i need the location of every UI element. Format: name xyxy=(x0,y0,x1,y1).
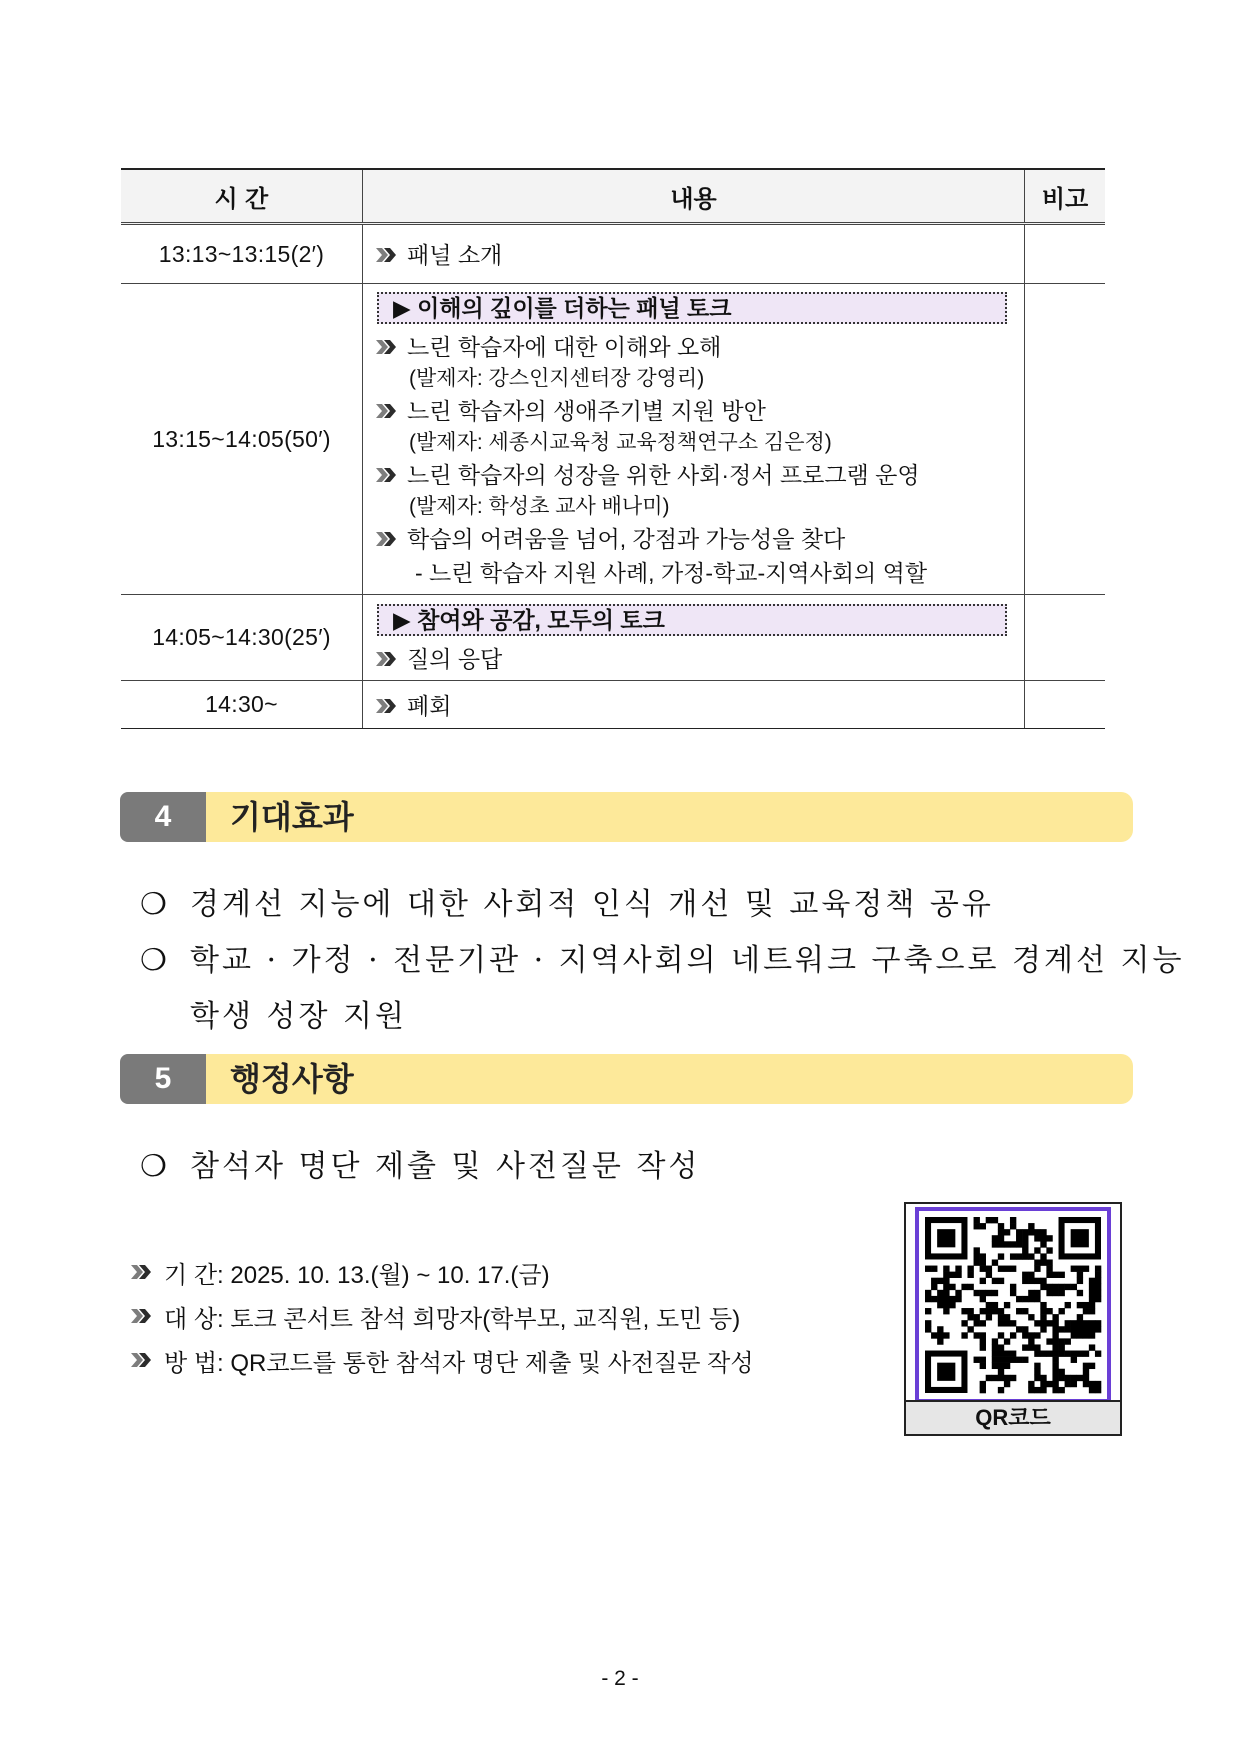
section-number: 5 xyxy=(120,1054,206,1104)
bullet-item xyxy=(140,935,1184,979)
list-item xyxy=(375,522,1010,556)
row-note xyxy=(1025,284,1106,595)
table-header-row xyxy=(121,169,1105,224)
table-row xyxy=(121,681,1105,729)
circle-bullet-icon: ❍ xyxy=(140,887,170,922)
bullet-text: 참석자 명단 제출 및 사전질문 작성 xyxy=(190,1149,701,1184)
row-time: 13:13~13:15(2′) xyxy=(121,224,363,284)
item-label: 느린 학습자에 대한 이해와 오해 xyxy=(407,334,722,360)
item-label: 폐회 xyxy=(407,692,452,719)
item-label: 패널 소개 xyxy=(407,242,503,268)
subsection-box: ▶ 이해의 깊이를 더하는 패널 토크 xyxy=(377,292,1007,324)
row-note xyxy=(1025,595,1106,681)
detail-row xyxy=(130,1338,754,1382)
item-label: 질의 응답 xyxy=(407,645,503,672)
presenter-note: (발제자: 강스인지센터장 강영리) xyxy=(409,367,705,390)
subsection-box: ▶ 참여와 공감, 모두의 토크 xyxy=(377,604,1007,636)
list-item xyxy=(375,642,1010,676)
bullet-continuation: 학생 성장 지원 xyxy=(190,999,407,1034)
row-time: 13:15~14:05(50′) xyxy=(121,284,363,595)
circle-bullet-icon: ❍ xyxy=(140,1149,170,1184)
presenter-note: (발제자: 학성초 교사 배나미) xyxy=(409,495,670,518)
detail-row xyxy=(130,1250,754,1294)
row-content xyxy=(363,595,1025,681)
double-chevron-icon xyxy=(375,246,397,264)
detail-row xyxy=(130,1294,754,1338)
double-chevron-icon xyxy=(375,338,397,356)
double-chevron-icon xyxy=(130,1263,152,1281)
item-label: 느린 학습자의 성장을 위한 사회·정서 프로그램 운영 xyxy=(407,462,920,488)
bullet-text: 학교 · 가정 · 전문기관 · 지역사회의 네트워크 구축으로 경계선 지능 xyxy=(190,943,1185,978)
qr-code-image[interactable] xyxy=(919,1211,1107,1399)
qr-frame xyxy=(915,1207,1111,1403)
header-time: 시 간 xyxy=(121,169,363,224)
table-row xyxy=(121,224,1105,284)
row-time: 14:30~ xyxy=(121,681,363,729)
double-chevron-icon xyxy=(375,402,397,420)
presenter-note: (발제자: 세종시교육청 교육정책연구소 김은정) xyxy=(409,431,832,454)
section-header-5 xyxy=(120,1054,1133,1104)
list-item xyxy=(375,689,1010,723)
list-item xyxy=(375,394,1010,428)
double-chevron-icon xyxy=(375,697,397,715)
double-chevron-icon xyxy=(375,650,397,668)
header-note: 비고 xyxy=(1025,169,1106,224)
bullet-item xyxy=(140,879,994,923)
table-row xyxy=(121,595,1105,681)
bullet-item xyxy=(140,1141,700,1185)
header-content: 내용 xyxy=(363,169,1025,224)
double-chevron-icon xyxy=(130,1351,152,1369)
qr-caption: QR코드 xyxy=(906,1400,1120,1434)
item-label: 학습의 어려움을 넘어, 강점과 가능성을 찾다 xyxy=(407,526,846,552)
row-time: 14:05~14:30(25′) xyxy=(121,595,363,681)
row-note xyxy=(1025,224,1106,284)
detail-period: 기 간: 2025. 10. 13.(월) ~ 10. 17.(금) xyxy=(164,1261,550,1289)
schedule-table xyxy=(121,168,1105,729)
section-number: 4 xyxy=(120,792,206,842)
detail-target: 대 상: 토크 콘서트 참석 희망자(학부모, 교직원, 도민 등) xyxy=(164,1305,741,1333)
double-chevron-icon xyxy=(375,530,397,548)
bullet-text: 경계선 지능에 대한 사회적 인식 개선 및 교육정책 공유 xyxy=(190,887,994,922)
qr-code-box[interactable] xyxy=(904,1202,1122,1436)
row-note xyxy=(1025,681,1106,729)
detail-method: 방 법: QR코드를 통한 참석자 명단 제출 및 사전질문 작성 xyxy=(164,1349,754,1377)
item-subtitle: - 느린 학습자 지원 사례, 가정-학교-지역사회의 역할 xyxy=(415,560,928,586)
admin-details xyxy=(130,1250,754,1382)
double-chevron-icon xyxy=(375,466,397,484)
table-row xyxy=(121,284,1105,595)
row-content xyxy=(363,681,1025,729)
list-item xyxy=(375,330,1010,364)
item-label: 느린 학습자의 생애주기별 지원 방안 xyxy=(407,398,766,424)
list-item xyxy=(375,458,1010,492)
list-item xyxy=(375,238,1010,272)
section-title: 기대효과 xyxy=(230,799,354,835)
row-content xyxy=(363,284,1025,595)
page-number: - 2 - xyxy=(601,1667,639,1690)
double-chevron-icon xyxy=(130,1307,152,1325)
section-title: 행정사항 xyxy=(230,1061,354,1097)
row-content xyxy=(363,224,1025,284)
section-header-4 xyxy=(120,792,1133,842)
circle-bullet-icon: ❍ xyxy=(140,943,170,978)
